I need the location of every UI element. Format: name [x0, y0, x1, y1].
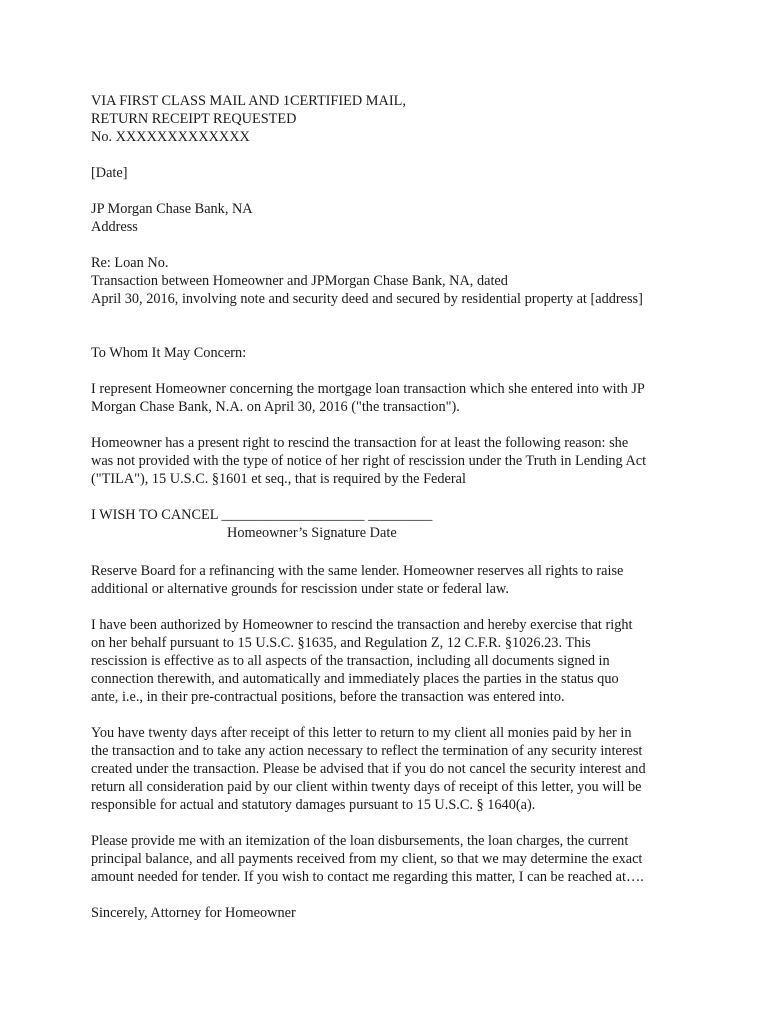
paragraph-line: I have been authorized by Homeowner to rescind the transaction and hereby exercise that right	[91, 617, 633, 633]
paragraph-authorization	[91, 616, 691, 706]
paragraph-deadline	[91, 724, 691, 814]
paragraph-line: the transaction and to take any action necessary to reflect the termination of any security interest	[91, 743, 643, 759]
date-block	[91, 164, 691, 182]
reference-block	[91, 254, 691, 308]
paragraph-line: ante, i.e., in their pre-contractual positions, before the transaction was entered into.	[91, 689, 565, 705]
paragraph-line: Morgan Chase Bank, N.A. on April 30, 2016 ("the transaction").	[91, 399, 460, 415]
paragraph-line: Reserve Board for a refinancing with the same lender. Homeowner reserves all rights to raise	[91, 563, 624, 579]
paragraph-line: return all consideration paid by our client within twenty days of receipt of this letter, you will be	[91, 779, 642, 795]
paragraph-line: created under the transaction. Please be advised that if you do not cancel the security interest and	[91, 761, 646, 777]
paragraph-line: ("TILA"), 15 U.S.C. §1601 et seq., that is required by the Federal	[91, 471, 466, 487]
paragraph-line: on her behalf pursuant to 15 U.S.C. §1635, and Regulation Z, 12 C.F.R. §1026.23. This	[91, 635, 591, 651]
paragraph-line: rescission is effective as to all aspects of the transaction, including all documents signed in	[91, 653, 610, 669]
salutation: To Whom It May Concern:	[91, 345, 247, 361]
paragraph-line: principal balance, and all payments received from my client, so that we may determine the exact	[91, 851, 643, 867]
paragraph-line: additional or alternative grounds for rescission under state or federal law.	[91, 581, 509, 597]
signature-caption: Homeowner’s Signature Date	[227, 525, 397, 541]
salutation-block	[91, 344, 691, 362]
paragraph-line: amount needed for tender. If you wish to contact me regarding this matter, I can be reached at….	[91, 869, 644, 885]
letter-date: [Date]	[91, 165, 128, 181]
paragraph-reserve-board	[91, 562, 691, 598]
tracking-number-line: No. XXXXXXXXXXXXX	[91, 129, 250, 145]
paragraph-line: was not provided with the type of notice of her right of rescission under the Truth in Lending Act	[91, 453, 647, 469]
recipient-address: Address	[91, 219, 138, 235]
paragraph-right-to-rescind	[91, 434, 691, 488]
cancel-signature-line: I WISH TO CANCEL ____________________ _________	[91, 507, 433, 523]
closing: Sincerely, Attorney for Homeowner	[91, 905, 296, 921]
reference-property-line: April 30, 2016, involving note and security deed and secured by residential property at [address]	[91, 291, 643, 307]
return-receipt-line: RETURN RECEIPT REQUESTED	[91, 111, 297, 127]
paragraph-line: Homeowner has a present right to rescind the transaction for at least the following reason: she	[91, 435, 629, 451]
paragraph-line: I represent Homeowner concerning the mortgage loan transaction which she entered into with JP	[91, 381, 645, 397]
paragraph-line: connection therewith, and automatically and immediately places the parties in the status quo	[91, 671, 619, 687]
paragraph-line: You have twenty days after receipt of this letter to return to my client all monies paid by her in	[91, 725, 632, 741]
reference-transaction-line: Transaction between Homeowner and JPMorgan Chase Bank, NA, dated	[91, 273, 508, 289]
paragraph-line: Please provide me with an itemization of the loan disbursements, the loan charges, the current	[91, 833, 629, 849]
recipient-name: JP Morgan Chase Bank, NA	[91, 201, 253, 217]
paragraph-itemization	[91, 832, 691, 886]
reference-loan-line: Re: Loan No.	[91, 255, 169, 271]
paragraph-line: responsible for actual and statutory damages pursuant to 15 U.S.C. § 1640(a).	[91, 797, 536, 813]
mailing-method-line: VIA FIRST CLASS MAIL AND 1CERTIFIED MAIL,	[91, 93, 406, 109]
cancel-signature-block	[91, 506, 691, 542]
letter-body	[91, 92, 691, 922]
closing-block	[91, 904, 691, 922]
recipient-block	[91, 200, 691, 236]
mailing-header	[91, 92, 691, 146]
paragraph-representation	[91, 380, 691, 416]
